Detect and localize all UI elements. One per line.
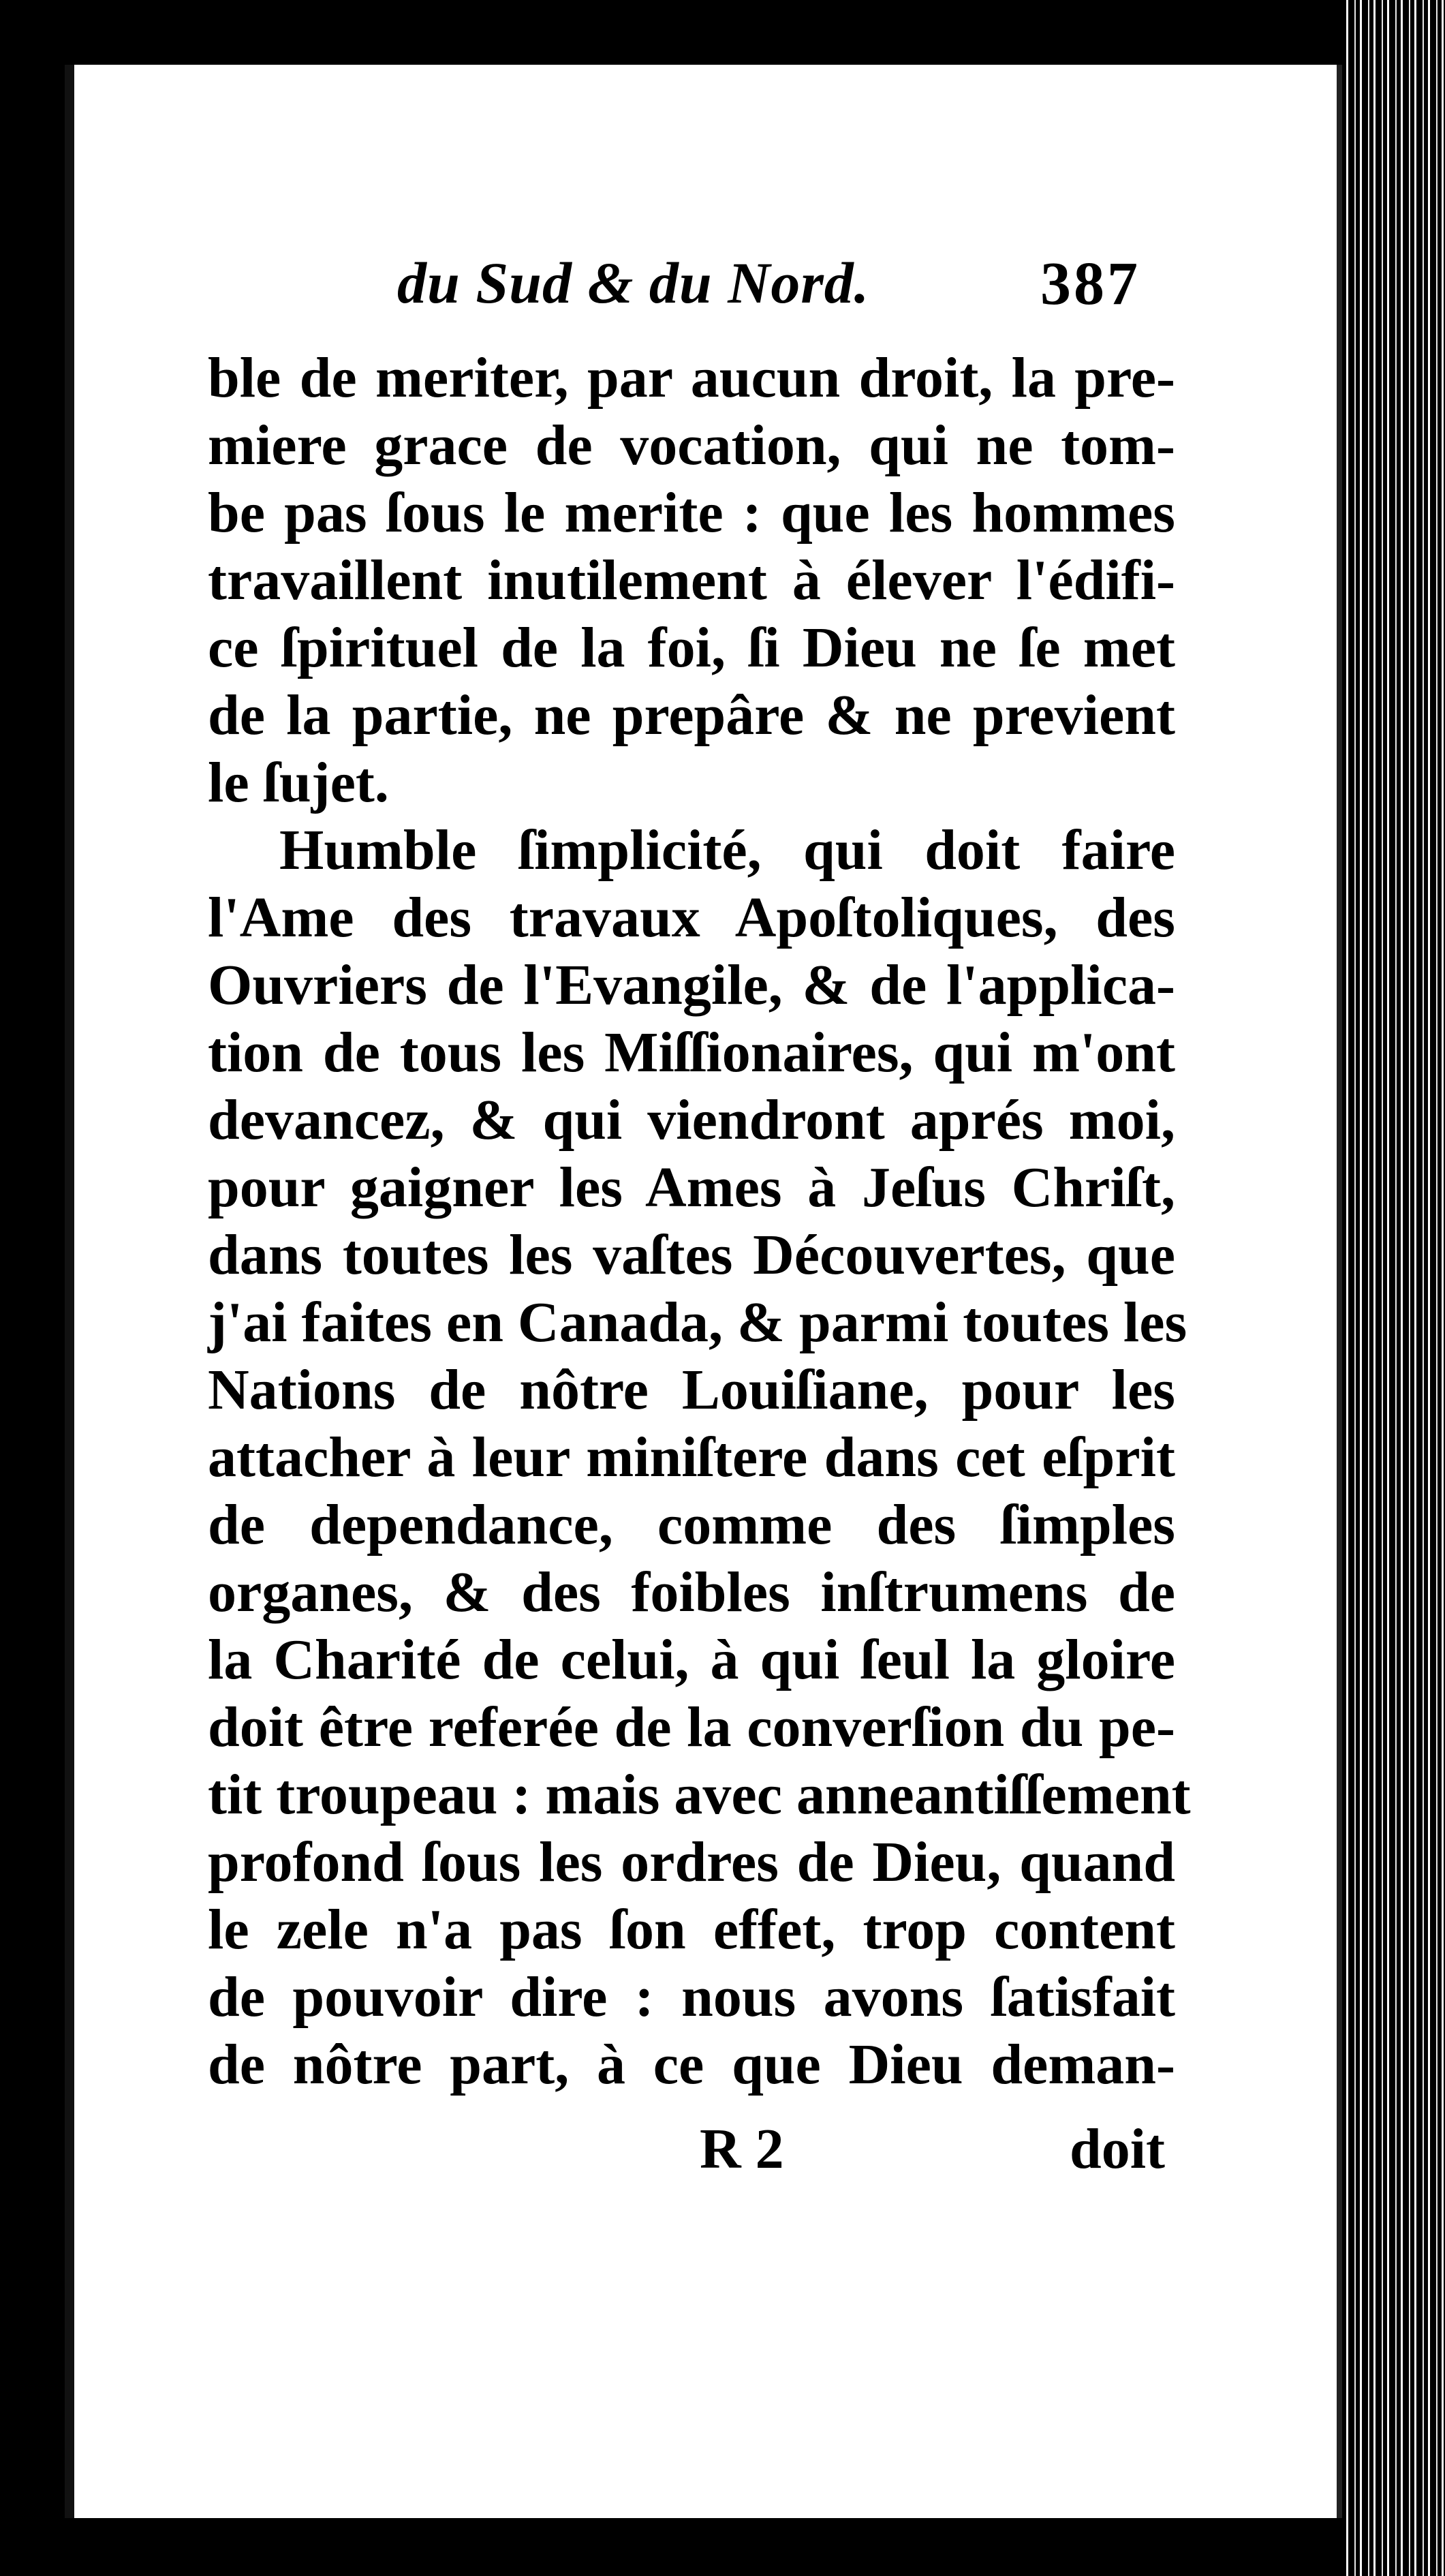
signature-mark: R 2 — [700, 2117, 784, 2181]
text-line: la Charité de celui, à qui ſeul la gloire — [208, 1628, 1175, 1691]
book-page — [65, 65, 1342, 2518]
text-line: le ſujet. — [208, 751, 389, 814]
text-line: ce ſpirituel de la foi, ſi Dieu ne ſe met — [208, 616, 1175, 679]
page-header — [65, 249, 1342, 344]
binding-shadow-left — [0, 0, 65, 2576]
text-line: de pouvoir dire : nous avons ſatisfait — [208, 1965, 1175, 2029]
text-line: le zele n'a pas ſon effet, trop content — [208, 1898, 1175, 1961]
text-line: organes, & des foibles inſtrumens de — [208, 1561, 1175, 1624]
text-line: de nôtre part, à ce que Dieu deman- — [208, 2033, 1175, 2096]
page-footer — [65, 2116, 1342, 2191]
text-line: miere grace de vocation, qui ne tom- — [208, 414, 1175, 477]
text-line: travaillent inutilement à élever l'édifi- — [208, 549, 1175, 612]
text-line: doit être referée de la converſion du pe- — [208, 1696, 1175, 1759]
text-line: attacher à leur miniſtere dans cet eſprit — [208, 1426, 1175, 1489]
text-line: ble de meriter, par aucun droit, la pre- — [208, 346, 1175, 410]
text-line: de la partie, ne prepâre & ne previent — [208, 684, 1175, 747]
text-line: tit troupeau : mais avec anneantiſſement — [208, 1763, 1191, 1826]
page-number: 387 — [1040, 250, 1140, 318]
text-line: l'Ame des travaux Apoſtoliques, des — [208, 886, 1175, 949]
running-head: du Sud & du Nord. — [397, 250, 870, 316]
body-text — [208, 344, 1191, 2098]
text-line: tion de tous les Miſſionaires, qui m'ont — [208, 1021, 1175, 1084]
text-line: Nations de nôtre Louiſiane, pour les — [208, 1358, 1175, 1422]
text-line: pour gaigner les Ames à Jeſus Chriſt, — [208, 1156, 1175, 1219]
text-line: j'ai faites en Canada, & parmi toutes les — [208, 1291, 1187, 1354]
paragraph-start-line: Humble ſimplicité, qui doit faire — [279, 818, 1175, 882]
text-line: de dependance, comme des ſimples — [208, 1493, 1175, 1557]
text-line: profond ſous les ordres de Dieu, quand — [208, 1830, 1175, 1894]
text-line: Ouvriers de l'Evangile, & de l'applica- — [208, 953, 1175, 1017]
page-edges-right — [1342, 0, 1445, 2576]
catchword: doit — [1070, 2117, 1166, 2181]
text-line: be pas ſous le merite : que les hommes — [208, 481, 1175, 545]
text-line: dans toutes les vaſtes Découvertes, que — [208, 1223, 1175, 1287]
text-line: devancez, & qui viendront aprés moi, — [208, 1088, 1175, 1152]
